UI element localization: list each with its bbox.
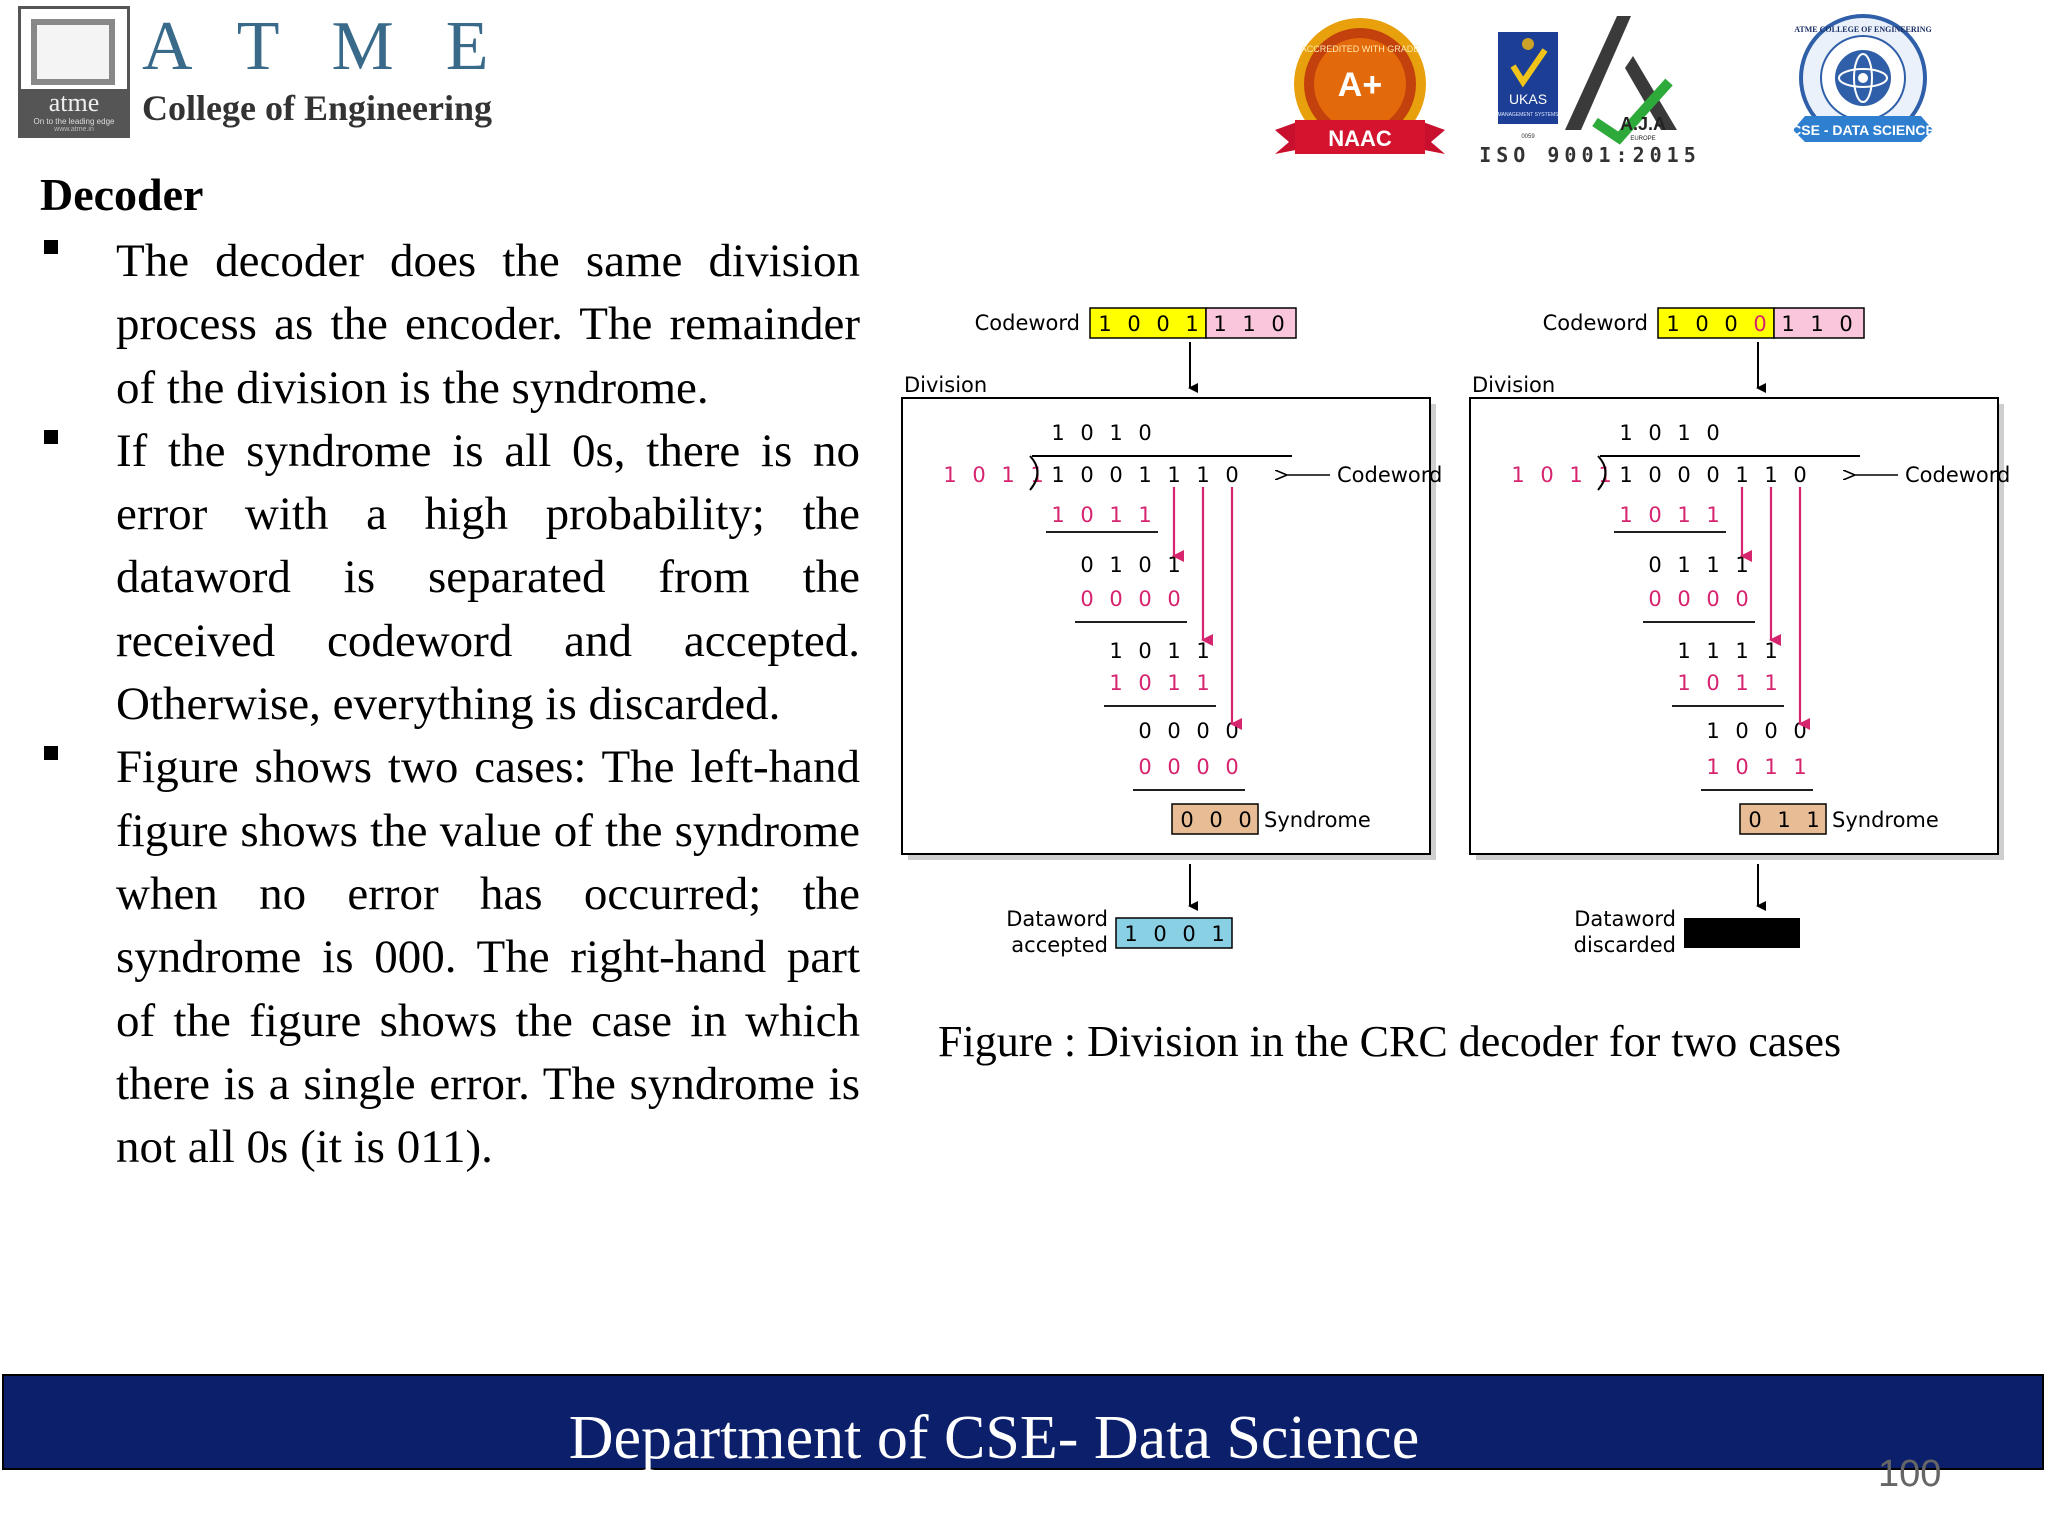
division-step-bit: 0 <box>1138 639 1152 663</box>
divisor-bit: 1 <box>1001 463 1015 487</box>
dataword-bit: 1 <box>1124 922 1138 946</box>
syndrome-bit: 1 <box>1806 808 1820 832</box>
codeword-data-bit: 0 <box>1127 312 1141 336</box>
quotient-bit: 0 <box>1138 421 1152 445</box>
division-step-bit: 1 <box>1764 671 1778 695</box>
division-step-bit: 1 <box>1706 719 1720 743</box>
division-step-bit: 1 <box>1706 553 1720 577</box>
quotient-bit: 1 <box>1677 421 1691 445</box>
naac-label: NAAC <box>1328 126 1392 151</box>
syndrome-label: Syndrome <box>1264 808 1371 832</box>
department-name: Department of CSE- Data Science <box>568 1404 1420 1472</box>
college-letters: ATME <box>142 8 541 85</box>
dividend-bit: 0 <box>1080 463 1094 487</box>
bullet-text: If the syndrome is all 0s, there is no error with a high probability; the dataword is separated from the received codeword and accepted. Otherwise, everything is discarded. <box>116 424 860 731</box>
division-step-bit: 0 <box>1196 755 1210 779</box>
result-label-2: discarded <box>1573 933 1676 957</box>
division-step-bit: 1 <box>1109 639 1123 663</box>
page-number: 100 <box>1878 1453 1942 1495</box>
naac-badge-icon <box>1275 18 1445 154</box>
atme-logo <box>18 6 130 138</box>
logo-frame-icon <box>31 19 115 85</box>
naac-grade: A+ <box>1337 66 1383 104</box>
dividend-bit: 0 <box>1706 463 1720 487</box>
divisor-bit: 1 <box>1569 463 1583 487</box>
division-step-bit: 1 <box>1735 553 1749 577</box>
logo-tagline: On to the leading edge <box>33 117 115 126</box>
dividend-label: Codeword <box>1905 463 2011 487</box>
dataword-bit: 1 <box>1211 922 1225 946</box>
division-step-bit: 1 <box>1167 639 1181 663</box>
division-step-bit: 0 <box>1196 719 1210 743</box>
division-step-bit: 1 <box>1619 503 1633 527</box>
discarded-dataword-box <box>1684 918 1800 948</box>
division-step-bit: 0 <box>1080 503 1094 527</box>
division-step-bit: 0 <box>1648 553 1662 577</box>
crc-decoder-figure <box>900 280 2040 980</box>
division-step-bit: 1 <box>1793 755 1807 779</box>
bullet-list <box>40 230 860 1179</box>
codeword-check-bit: 0 <box>1839 312 1853 336</box>
divisor-bit: 1 <box>1030 463 1044 487</box>
college-name: College of Engineering <box>142 88 492 128</box>
dividend-bit: 1 <box>1138 463 1152 487</box>
division-step-bit: 1 <box>1196 639 1210 663</box>
codeword-data-bit: 1 <box>1098 312 1112 336</box>
logo-url: www.atme.in <box>54 126 94 133</box>
codeword-check-bit: 1 <box>1781 312 1795 336</box>
division-step-bit: 0 <box>1167 755 1181 779</box>
codeword-check-bit: 0 <box>1271 312 1285 336</box>
division-step-bit: 1 <box>1677 503 1691 527</box>
ukas-badge-icon <box>1497 32 1559 140</box>
codeword-data-bit: 0 <box>1695 312 1709 336</box>
division-step-bit: 1 <box>1109 553 1123 577</box>
square-bullet-icon <box>44 746 58 760</box>
division-step-bit: 0 <box>1138 553 1152 577</box>
division-label: Division <box>1472 373 1556 397</box>
divisor-bit: 0 <box>1540 463 1554 487</box>
division-step-bit: 0 <box>1735 587 1749 611</box>
dividend-bit: 1 <box>1196 463 1210 487</box>
dividend-bit: 1 <box>1619 463 1633 487</box>
division-step-bit: 0 <box>1080 553 1094 577</box>
bullet-item <box>40 230 860 420</box>
codeword-data-bit: 0 <box>1156 312 1170 336</box>
division-step-bit: 1 <box>1109 503 1123 527</box>
division-step-bit: 1 <box>1735 671 1749 695</box>
accreditation-badges <box>1265 12 1965 172</box>
codeword-data-bit: 1 <box>1185 312 1199 336</box>
division-step-bit: 1 <box>1677 671 1691 695</box>
division-step-bit: 0 <box>1793 719 1807 743</box>
codeword-check-bit: 1 <box>1213 312 1227 336</box>
dividend-label: Codeword <box>1337 463 1443 487</box>
aja-badge-icon <box>1565 16 1677 142</box>
divisor-bit: 1 <box>1598 463 1612 487</box>
division-step-bit: 1 <box>1138 503 1152 527</box>
bullet-item <box>40 736 860 1179</box>
codeword-label: Codeword <box>1542 311 1648 335</box>
division-step-bit: 0 <box>1138 671 1152 695</box>
division-step-bit: 0 <box>1167 587 1181 611</box>
quotient-bit: 1 <box>1051 421 1065 445</box>
division-step-bit: 0 <box>1138 719 1152 743</box>
codeword-check-bit: 1 <box>1810 312 1824 336</box>
dividend-bit: 0 <box>1225 463 1239 487</box>
case-single-error-panel <box>1470 308 2010 957</box>
division-step-bit: 1 <box>1677 639 1691 663</box>
syndrome-bit: 0 <box>1180 808 1194 832</box>
footer-department <box>0 1398 2048 1478</box>
logo-word: atme <box>48 88 100 117</box>
division-step-bit: 0 <box>1735 719 1749 743</box>
division-step-bit: 0 <box>1648 503 1662 527</box>
iso-label: ISO 9001:2015 <box>1479 143 1701 167</box>
division-step-bit: 1 <box>1167 553 1181 577</box>
bullet-text: The decoder does the same division process as the encoder. The remainder of the division is the syndrome. <box>116 235 860 414</box>
quotient-bit: 0 <box>1648 421 1662 445</box>
dividend-bit: 1 <box>1735 463 1749 487</box>
codeword-data-bit: 1 <box>1666 312 1680 336</box>
seal-ribbon: CSE - DATA SCIENCE <box>1791 122 1935 138</box>
dividend-bit: 0 <box>1677 463 1691 487</box>
division-step-bit: 0 <box>1225 719 1239 743</box>
division-step-bit: 1 <box>1764 639 1778 663</box>
divisor-bit: 1 <box>1511 463 1525 487</box>
division-step-bit: 0 <box>1225 755 1239 779</box>
syndrome-bit: 0 <box>1238 808 1252 832</box>
codeword-label: Codeword <box>974 311 1080 335</box>
ukas-num: 0059 <box>1521 134 1535 140</box>
quotient-bit: 0 <box>1706 421 1720 445</box>
division-step-bit: 0 <box>1167 719 1181 743</box>
cse-data-science-seal-icon <box>1791 16 1935 142</box>
result-label-2: accepted <box>1011 933 1108 957</box>
codeword-data-bit: 0 <box>1724 312 1738 336</box>
ukas-sub: MANAGEMENT SYSTEMS <box>1497 112 1559 118</box>
codeword-check-bit: 1 <box>1242 312 1256 336</box>
quotient-bit: 1 <box>1619 421 1633 445</box>
codeword-data-bit: 0 <box>1753 312 1767 336</box>
dividend-bit: 0 <box>1109 463 1123 487</box>
dataword-bit: 0 <box>1153 922 1167 946</box>
logo-strip <box>21 89 127 135</box>
division-step-bit: 1 <box>1051 503 1065 527</box>
division-step-bit: 0 <box>1648 587 1662 611</box>
division-step-bit: 1 <box>1706 503 1720 527</box>
division-step-bit: 0 <box>1138 755 1152 779</box>
divisor-bit: 1 <box>943 463 957 487</box>
divisor-bit: 0 <box>972 463 986 487</box>
syndrome-bit: 0 <box>1209 808 1223 832</box>
bullet-item <box>40 420 860 736</box>
division-step-bit: 0 <box>1109 587 1123 611</box>
dividend-bit: 1 <box>1167 463 1181 487</box>
division-step-bit: 0 <box>1080 587 1094 611</box>
dividend-bit: 0 <box>1793 463 1807 487</box>
syndrome-label: Syndrome <box>1832 808 1939 832</box>
division-step-bit: 0 <box>1706 587 1720 611</box>
result-label-1: Dataword <box>1006 907 1108 931</box>
division-step-bit: 1 <box>1677 553 1691 577</box>
division-step-bit: 1 <box>1706 755 1720 779</box>
syndrome-bit: 0 <box>1748 808 1762 832</box>
division-step-bit: 1 <box>1735 639 1749 663</box>
aja-sub: EUROPE <box>1630 136 1656 142</box>
quotient-bit: 0 <box>1080 421 1094 445</box>
division-step-bit: 1 <box>1764 755 1778 779</box>
division-step-bit: 1 <box>1196 671 1210 695</box>
dataword-bit: 0 <box>1182 922 1196 946</box>
square-bullet-icon <box>44 430 58 444</box>
figure-caption: Figure : Division in the CRC decoder for two cases <box>938 1017 1842 1066</box>
bullet-text: Figure shows two cases: The left-hand figure shows the value of the syndrome when no error has occurred; the syndrome is 000. The right-hand part of the figure shows the case in which there is a single error. The syndrome is not all 0s (it is 011). <box>116 741 860 1174</box>
division-step-bit: 0 <box>1138 587 1152 611</box>
result-label-1: Dataword <box>1574 907 1676 931</box>
division-step-bit: 0 <box>1706 671 1720 695</box>
division-step-bit: 0 <box>1735 755 1749 779</box>
quotient-bit: 1 <box>1109 421 1123 445</box>
division-step-bit: 0 <box>1764 719 1778 743</box>
division-step-bit: 1 <box>1109 671 1123 695</box>
aja-label: A.J.A <box>1619 114 1667 134</box>
division-step-bit: 1 <box>1706 639 1720 663</box>
square-bullet-icon <box>44 240 58 254</box>
dividend-bit: 1 <box>1051 463 1065 487</box>
dividend-bit: 0 <box>1648 463 1662 487</box>
syndrome-bit: 1 <box>1777 808 1791 832</box>
division-step-bit: 0 <box>1677 587 1691 611</box>
naac-ring-text: ACCREDITED WITH GRADE <box>1300 44 1420 54</box>
seal-ring-text: ATME COLLEGE OF ENGINEERING <box>1794 25 1932 34</box>
division-step-bit: 1 <box>1167 671 1181 695</box>
dividend-bit: 1 <box>1764 463 1778 487</box>
slide-heading: Decoder <box>40 169 204 220</box>
case-no-error-panel <box>902 308 1442 957</box>
division-label: Division <box>904 373 988 397</box>
ukas-label: UKAS <box>1508 91 1548 107</box>
